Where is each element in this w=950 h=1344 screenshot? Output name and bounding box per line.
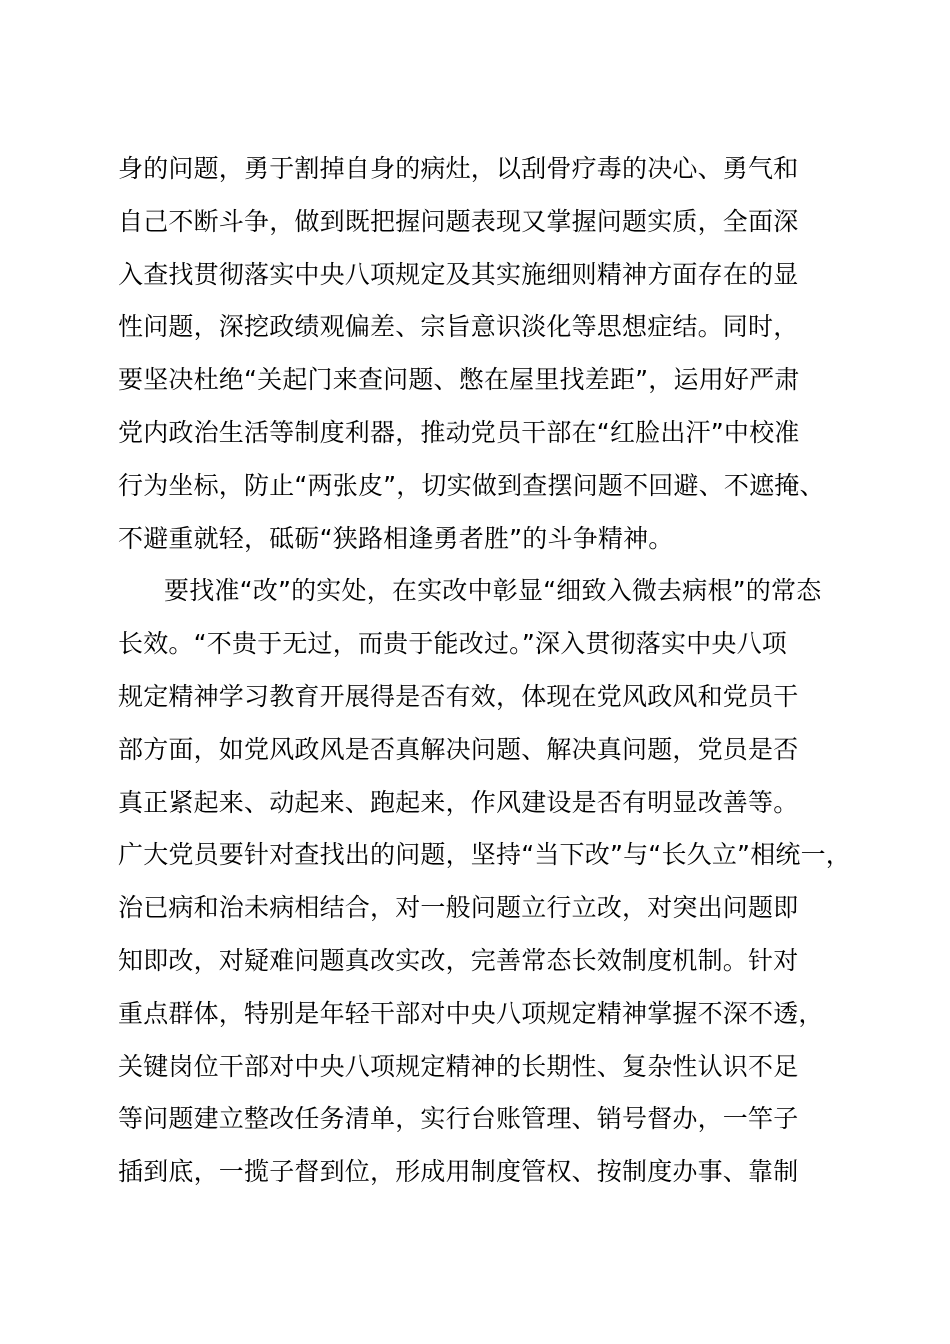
text-line: 性问题，深挖政绩观偏差、宗旨意识淡化等思想症结。同时， <box>118 312 799 342</box>
text-line: 重点群体，特别是年轻干部对中央八项规定精神掌握不深不透， <box>118 998 824 1028</box>
text-line: 插到底，一揽子督到位，形成用制度管权、按制度办事、靠制 <box>118 1157 799 1187</box>
text-line: 长效。“不贵于无过，而贵于能改过。”深入贯彻落实中央八项 <box>118 629 788 659</box>
text-line: 党内政治生活等制度利器，推动党员干部在“红脸出汗”中校准 <box>118 417 800 447</box>
text-line: 广大党员要针对查找出的问题，坚持“当下改”与“长久立”相统一， <box>118 840 852 870</box>
text-line: 规定精神学习教育开展得是否有效，体现在党风政风和党员干 <box>118 681 799 711</box>
text-line: 知即改，对疑难问题真改实改，完善常态长效制度机制。针对 <box>118 945 799 975</box>
text-line: 入查找贯彻落实中央八项规定及其实施细则精神方面存在的显 <box>118 259 799 289</box>
text-line: 不避重就轻，砥砺“狭路相逢勇者胜”的斗争精神。 <box>118 523 674 553</box>
paragraph-start-line: 要找准“改”的实处，在实改中彰显“细致入微去病根”的常态 <box>164 576 822 606</box>
text-line: 真正紧起来、动起来、跑起来，作风建设是否有明显改善等。 <box>118 787 799 817</box>
text-line: 等问题建立整改任务清单，实行台账管理、销号督办，一竿子 <box>118 1104 799 1134</box>
text-line: 行为坐标，防止“两张皮”，切实做到查摆问题不回避、不遮掩、 <box>118 470 825 500</box>
text-line: 治已病和治未病相结合，对一般问题立行立改，对突出问题即 <box>118 893 799 923</box>
body-text <box>118 143 858 1199</box>
text-line: 要坚决杜绝“关起门来查问题、憋在屋里找差距”，运用好严肃 <box>118 365 800 395</box>
text-line: 身的问题，勇于割掉自身的病灶，以刮骨疗毒的决心、勇气和 <box>118 154 799 183</box>
text-line: 部方面，如党风政风是否真解决问题、解决真问题，党员是否 <box>118 734 799 764</box>
text-line: 关键岗位干部对中央八项规定精神的长期性、复杂性认识不足 <box>118 1051 799 1081</box>
text-line: 自己不断斗争，做到既把握问题表现又掌握问题实质，全面深 <box>118 206 799 236</box>
